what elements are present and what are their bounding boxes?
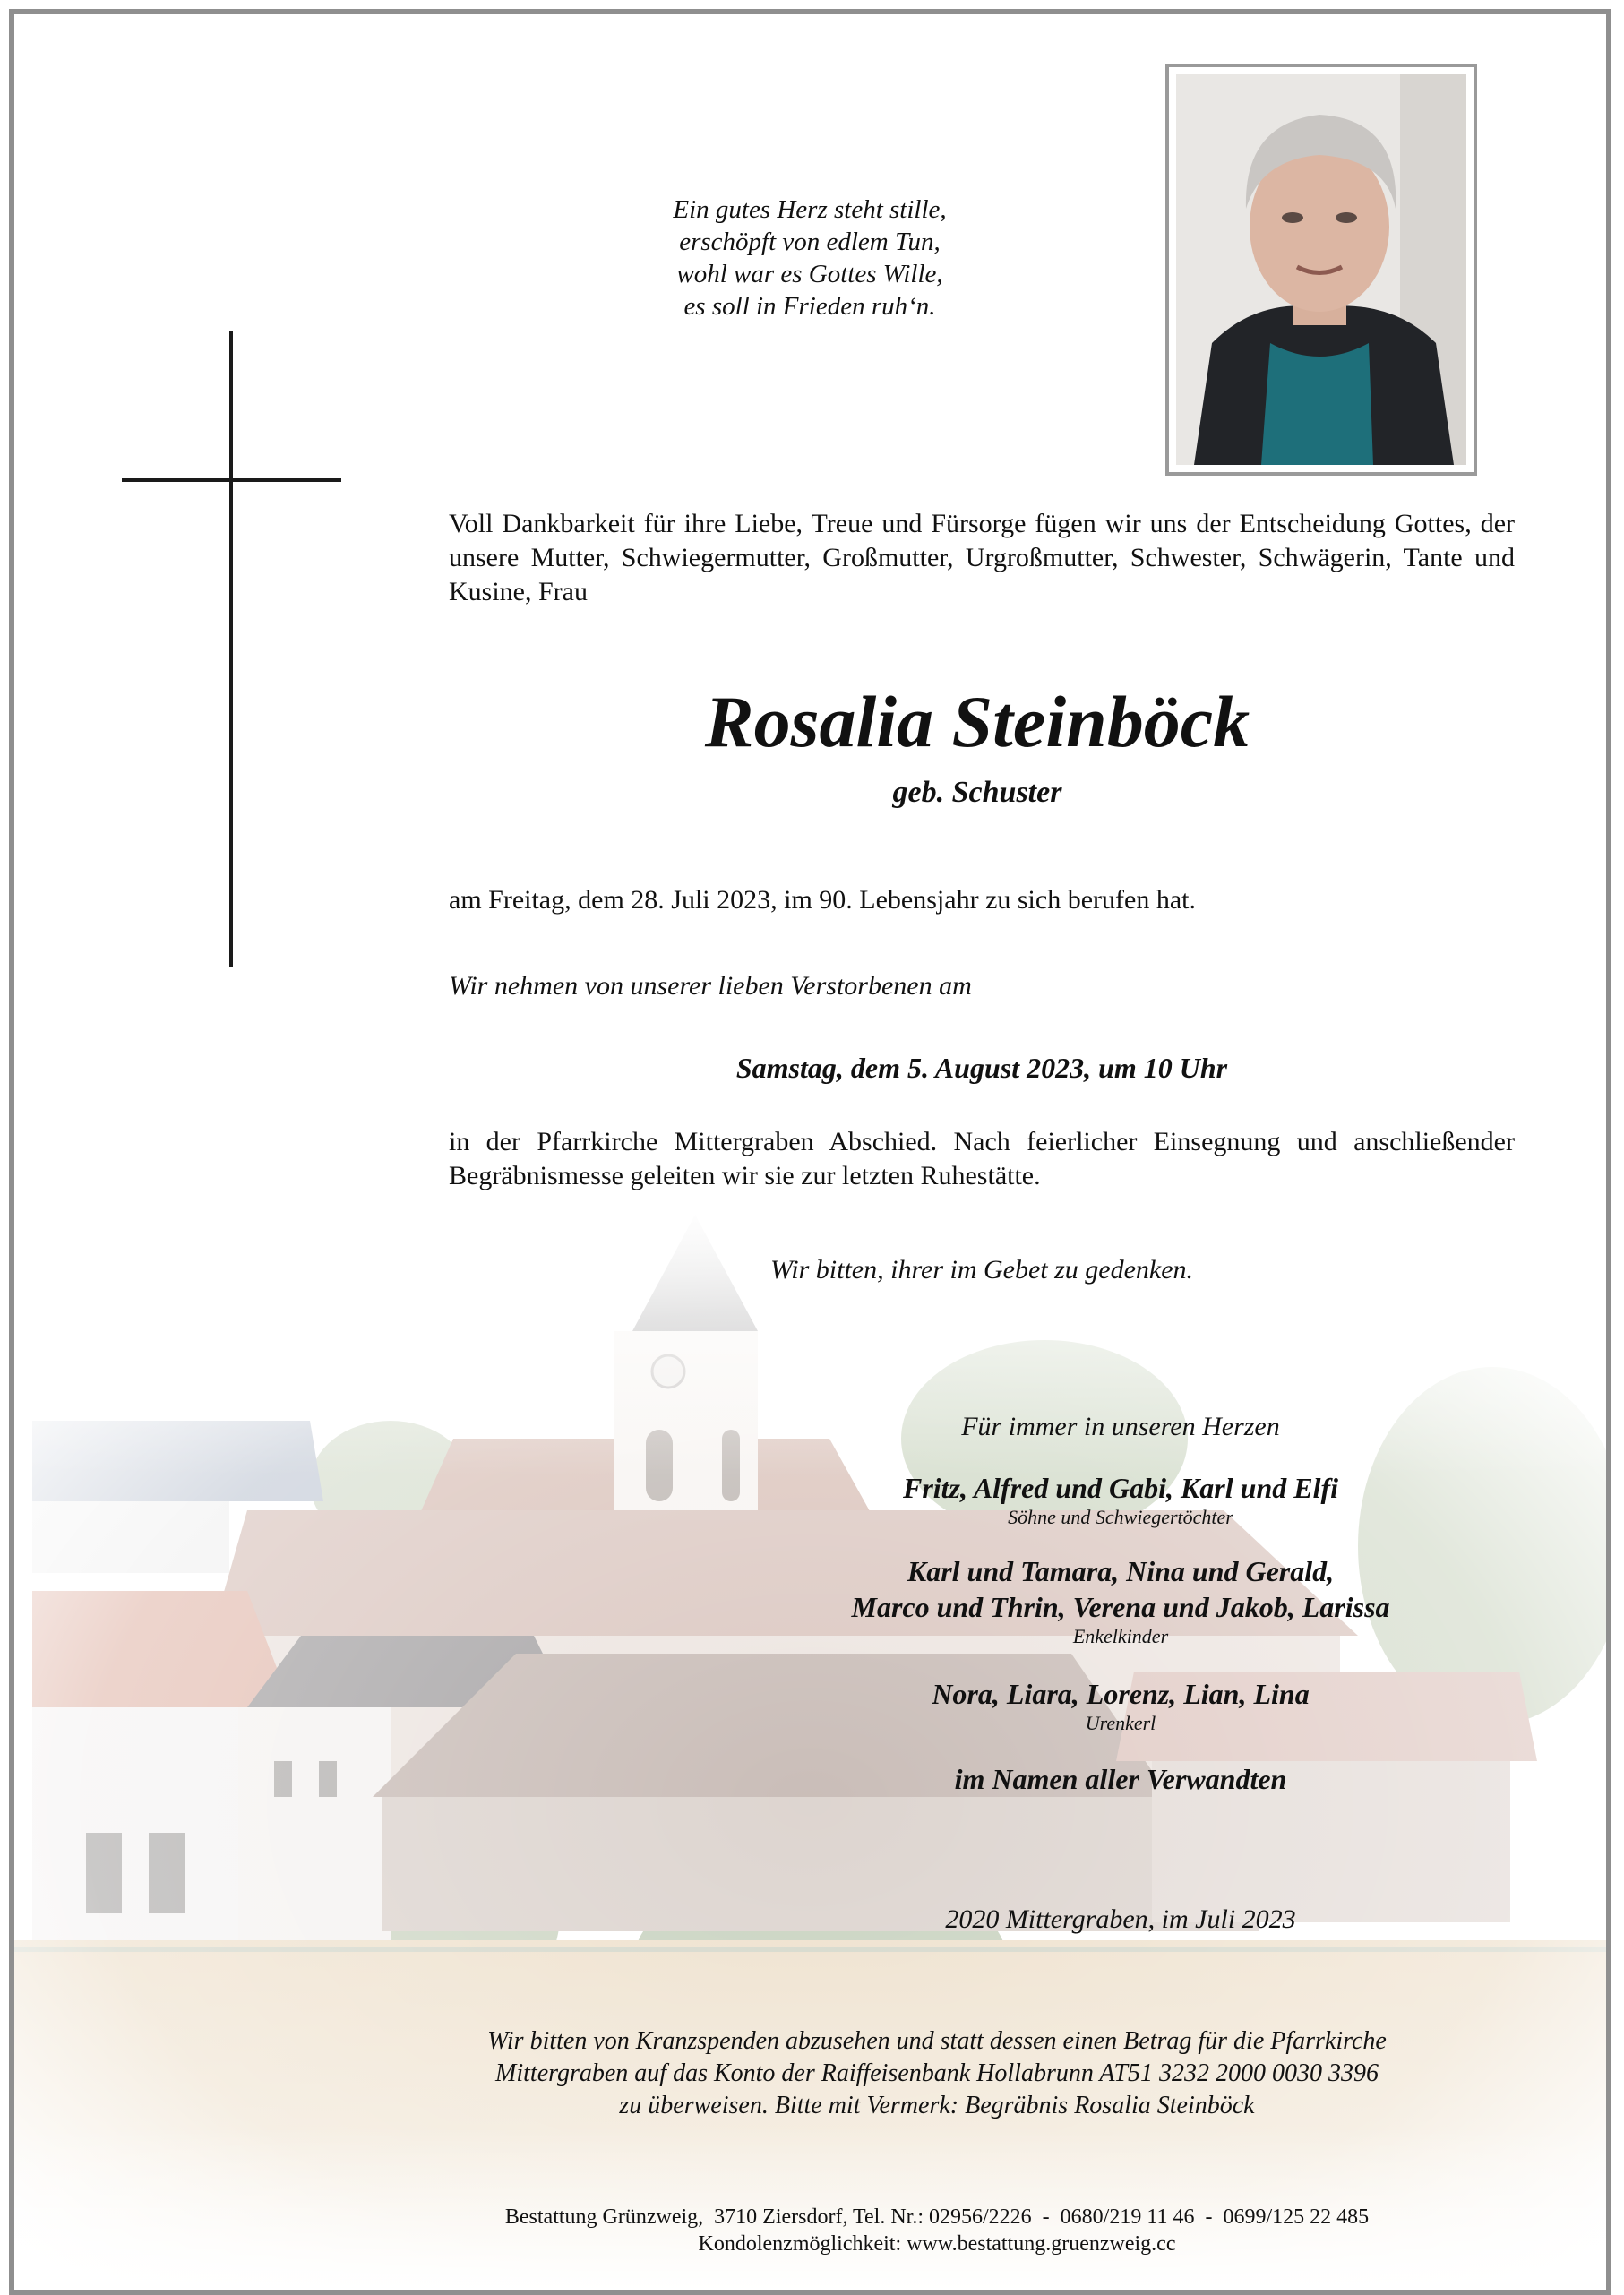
family-role: Söhne und Schwiegertöchter	[1008, 1506, 1233, 1528]
family-role: Urenkerl	[1085, 1712, 1156, 1734]
obituary-page	[9, 9, 1611, 2295]
poem-line: es soll in Frieden ruh‘n.	[683, 292, 936, 321]
family-names: Nora, Liara, Lorenz, Lian, Lina	[932, 1678, 1310, 1710]
family-names: Karl und Tamara, Nina und Gerald,	[907, 1555, 1335, 1587]
farewell-intro: Wir nehmen von unserer lieben Verstorbenen am	[449, 971, 972, 1001]
donation-line: Wir bitten von Kranzspenden abzusehen und statt dessen einen Betrag für die Pfarrkirche	[487, 2027, 1387, 2055]
family-group-great-grandchildren	[570, 1676, 1611, 1735]
family-names: Fritz, Alfred und Gabi, Karl und Elfi	[902, 1472, 1339, 1504]
donation-line: zu überweisen. Bitte mit Vermerk: Begräbnis Rosalia Steinböck	[619, 2092, 1255, 2119]
poem-line: wohl war es Gottes Wille,	[676, 260, 943, 288]
funeral-home-footer	[292, 2204, 1582, 2257]
prayer-request: Wir bitten, ihrer im Gebet zu gedenken.	[769, 1255, 1194, 1285]
family-group-sons	[570, 1470, 1611, 1529]
maiden-name: geb. Schuster	[892, 776, 1062, 809]
donation-note	[292, 2025, 1582, 2122]
poem-line: Ein gutes Herz steht stille,	[673, 195, 947, 224]
village-church-background	[14, 1206, 1606, 2290]
donation-line: Mittergraben auf das Konto der Raiffeisenbank Hollabrunn AT51 3232 2000 0030 3396	[495, 2059, 1379, 2087]
family-names: im Namen aller Verwandten	[954, 1763, 1287, 1795]
portrait-photo	[1176, 74, 1466, 465]
funeral-home-contact: Bestattung Grünzweig, 3710 Ziersdorf, Tel. Nr.: 02956/2226 - 0680/219 11 46 - 0699/125 22 485	[504, 2205, 1370, 2229]
place-and-date: 2020 Mittergraben, im Juli 2023	[945, 1904, 1296, 1934]
intro-paragraph: Voll Dankbarkeit für ihre Liebe, Treue und Fürsorge fügen wir uns der Entscheidung Gottes, der unsere Mutter, Schwiegermutter, Großmutter, Urgroßmutter, Schwester, Schwägerin, Tante und Kusine, Frau	[449, 509, 1515, 606]
forever-in-hearts: Für immer in unseren Herzen	[961, 1412, 1280, 1441]
death-date-text: am Freitag, dem 28. Juli 2023, im 90. Lebensjahr zu sich berufen hat.	[449, 885, 1196, 915]
poem	[608, 193, 1011, 322]
family-group-relatives	[570, 1761, 1611, 1797]
poem-line: erschöpft von edlem Tun,	[679, 228, 941, 256]
farewell-text: in der Pfarrkirche Mittergraben Abschied. Nach feierlicher Einsegnung und anschließender Begräbnismesse geleiten wir sie zur letzten Ruhestätte.	[449, 1127, 1515, 1190]
cross-vertical-bar	[229, 331, 233, 967]
family-role: Enkelkinder	[1072, 1625, 1169, 1647]
deceased-name: Rosalia Steinböck	[704, 681, 1250, 762]
family-group-grandchildren	[570, 1553, 1611, 1648]
portrait-photo-frame	[1165, 64, 1477, 476]
condolence-website: Kondolenzmöglichkeit: www.bestattung.gruenzweig.cc	[698, 2232, 1176, 2256]
funeral-date: Samstag, dem 5. August 2023, um 10 Uhr	[735, 1052, 1228, 1084]
family-names: Marco und Thrin, Verena und Jakob, Larissa	[851, 1591, 1390, 1623]
cross-horizontal-bar	[122, 478, 341, 482]
